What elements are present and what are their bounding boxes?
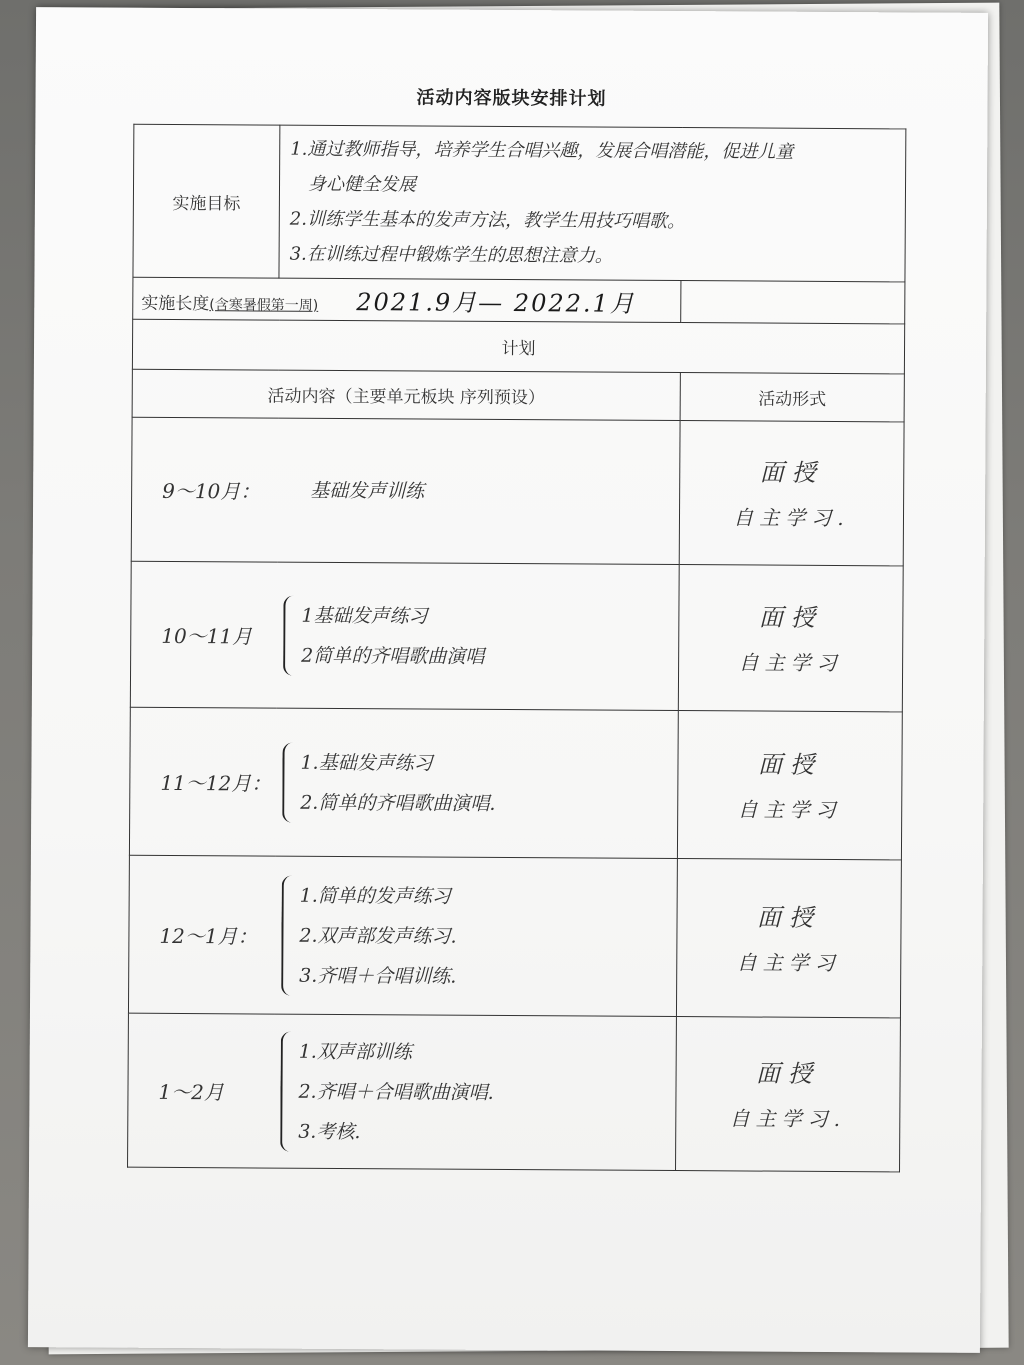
goals-row (133, 124, 906, 282)
length-label: 实施长度 (141, 293, 210, 315)
schedule-row (128, 855, 901, 1018)
document-page (28, 7, 988, 1353)
goal-line: 3.在训练过程中锻炼学生的思想注意力。 (289, 243, 613, 267)
schedule-content (131, 417, 680, 564)
schedule-content (128, 855, 677, 1016)
activity-form (679, 421, 904, 566)
schedule-row (131, 417, 904, 566)
month-range: 1～2月 (158, 1079, 225, 1105)
column-header-row (132, 369, 904, 422)
schedule-row (128, 1013, 901, 1172)
schedule-content (128, 1013, 677, 1170)
brace-mark (283, 595, 295, 675)
form-self-study: 自主学习. (733, 504, 850, 530)
activity-item: 2.简单的齐唱歌曲演唱. (300, 791, 496, 815)
schedule-content (130, 561, 679, 710)
form-face-to-face: 面授 (756, 1059, 821, 1088)
schedule-content (129, 707, 678, 858)
month-range: 12～1月： (159, 923, 258, 949)
form-face-to-face: 面授 (759, 458, 824, 487)
form-face-to-face: 面授 (756, 903, 822, 932)
goal-line: 身心健全发展 (307, 173, 417, 196)
brace-mark (281, 875, 294, 995)
activity-item: 1.基础发声练习 (300, 751, 433, 775)
month-range: 9～10月： (162, 478, 261, 504)
form-self-study: 自主学习 (737, 796, 842, 822)
length-cell (133, 277, 681, 322)
activity-form (678, 565, 903, 712)
goal-line: 2.训练学生基本的发声方法，教学生用技巧唱歌。 (289, 208, 686, 233)
form-self-study: 自主学习 (736, 949, 841, 975)
activity-form (677, 711, 902, 860)
activity-form (676, 1017, 901, 1172)
activity-item: 基础发声训练 (310, 479, 425, 502)
length-empty-cell (681, 281, 905, 324)
content-column-header: 活动内容（主要单元板块 序列预设） (132, 369, 680, 420)
month-range: 10～11月 (161, 623, 253, 649)
form-self-study: 自主学习 (738, 649, 843, 675)
length-value: 2021.9月— 2022.1月 (356, 288, 636, 318)
brace-mark (282, 742, 294, 822)
schedule-row (129, 707, 902, 860)
goal-line: 1.通过教师指导，培养学生合唱兴趣，发展合唱潜能，促进儿童 (290, 138, 794, 163)
plan-header-row (132, 319, 904, 374)
length-note: (含寒暑假第一周) (209, 297, 319, 314)
activity-item: 2简单的齐唱歌曲演唱 (301, 644, 485, 668)
activity-item: 3.齐唱＋合唱训练. (299, 964, 457, 988)
month-range: 11～12月： (160, 770, 272, 796)
page-title: 活动内容版块安排计划 (416, 87, 607, 110)
form-column-header: 活动形式 (680, 373, 904, 422)
activity-item: 2.齐唱＋合唱歌曲演唱. (298, 1080, 494, 1104)
activity-item: 1.双声部训练 (298, 1040, 412, 1063)
activity-form (676, 859, 901, 1018)
form-face-to-face: 面授 (758, 603, 823, 632)
brace-mark (280, 1031, 293, 1151)
activity-item: 2.双声部发声练习. (299, 924, 457, 948)
activity-item: 1基础发声练习 (301, 604, 428, 628)
goals-content (279, 125, 906, 282)
plan-header: 计划 (132, 319, 904, 374)
activity-item: 3.考核. (298, 1120, 361, 1143)
plan-table (127, 124, 906, 1173)
form-self-study: 自主学习. (729, 1105, 847, 1131)
schedule-row (130, 561, 903, 712)
length-row (133, 277, 905, 324)
goals-label: 实施目标 (133, 124, 280, 278)
activity-item: 1.简单的发声练习 (299, 884, 451, 908)
form-face-to-face: 面授 (757, 750, 823, 779)
